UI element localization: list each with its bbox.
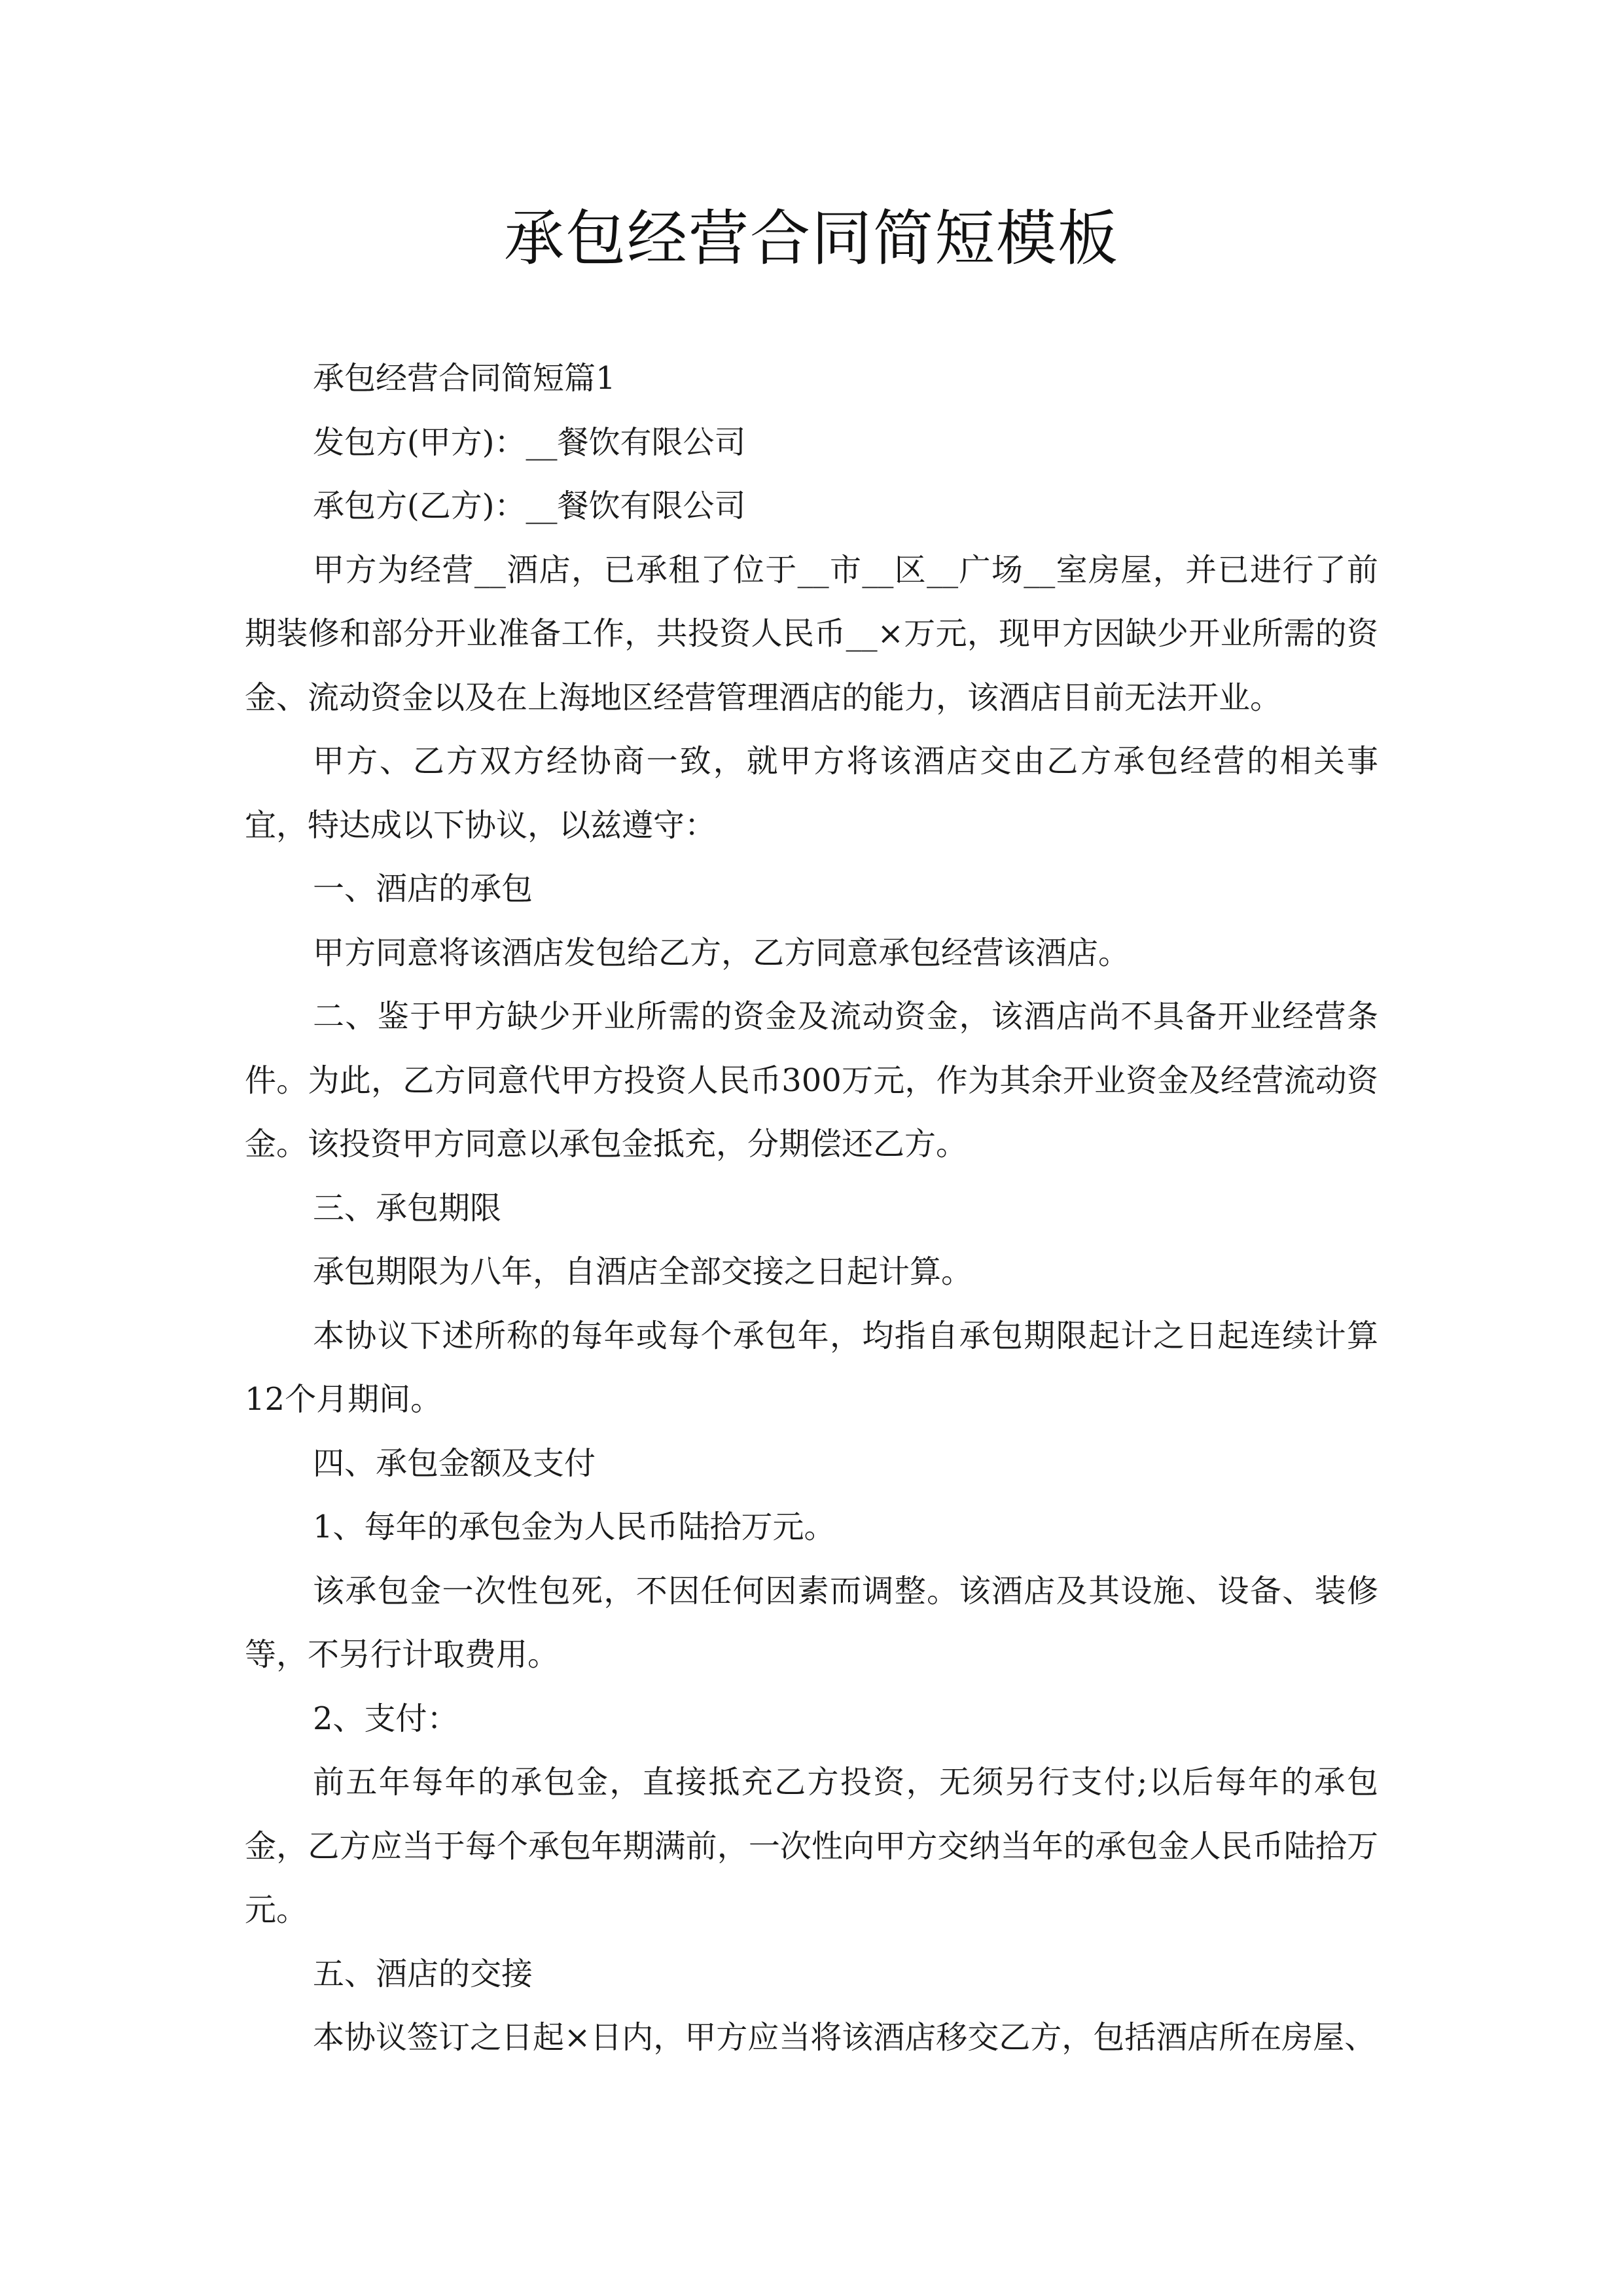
section-heading: 承包经营合同简短篇1 bbox=[313, 360, 616, 397]
paragraph: 本协议下述所称的每年或每个承包年，均指自承包期限起计之日起连续计算12个月期间。 bbox=[245, 1317, 1378, 1418]
paragraph: 甲方同意将该酒店发包给乙方，乙方同意承包经营该酒店。 bbox=[313, 934, 1130, 971]
paragraph: 1、每年的承包金为人民币陆拾万元。 bbox=[313, 1509, 836, 1545]
paragraph: 甲方、乙方双方经协商一致，就甲方将该酒店交由乙方承包经营的相关事宜，特达成以下协议，以兹遵守： bbox=[245, 743, 1378, 844]
party-b-line: 承包方(乙方)：__餐饮有限公司 bbox=[313, 488, 746, 524]
party-a-line: 发包方(甲方)：__餐饮有限公司 bbox=[313, 423, 746, 461]
paragraph: 甲方为经营__酒店，已承租了位于__市__区__广场__室房屋，并已进行了前期装修和部分开业准备工作，共投资人民币__×万元，现甲方因缺少开业所需的资金、流动资金以及在上海地区经营管理酒店的能力，该酒店目前无法开业。 bbox=[245, 551, 1378, 716]
document-title: 承包经营合同简短模板 bbox=[503, 204, 1119, 274]
clause-heading: 四、承包金额及支付 bbox=[313, 1444, 596, 1482]
paragraph: 前五年每年的承包金，直接抵充乙方投资，无须另行支付;以后每年的承包金，乙方应当于每个承包年期满前，一次性向甲方交纳当年的承包金人民币陆拾万元。 bbox=[245, 1764, 1378, 1928]
paragraph: 该承包金一次性包死，不因任何因素而调整。该酒店及其设施、设备、装修等，不另行计取费用。 bbox=[245, 1572, 1378, 1673]
paragraph: 本协议签订之日起×日内，甲方应当将该酒店移交乙方，包括酒店所在房屋、 bbox=[313, 2019, 1376, 2056]
clause-heading: 三、承包期限 bbox=[313, 1189, 502, 1227]
paragraph: 2、支付： bbox=[313, 1700, 459, 1737]
clause-heading: 一、酒店的承包 bbox=[313, 870, 533, 907]
paragraph: 二、鉴于甲方缺少开业所需的资金及流动资金，该酒店尚不具备开业经营条件。为此，乙方同意代甲方投资人民币300万元，作为其余开业资金及经营流动资金。该投资甲方同意以承包金抵充，分期偿还乙方。 bbox=[245, 998, 1378, 1162]
document-body bbox=[245, 347, 1378, 2070]
paragraph: 承包期限为八年，自酒店全部交接之日起计算。 bbox=[313, 1253, 973, 1290]
clause-heading: 五、酒店的交接 bbox=[313, 1955, 533, 1992]
